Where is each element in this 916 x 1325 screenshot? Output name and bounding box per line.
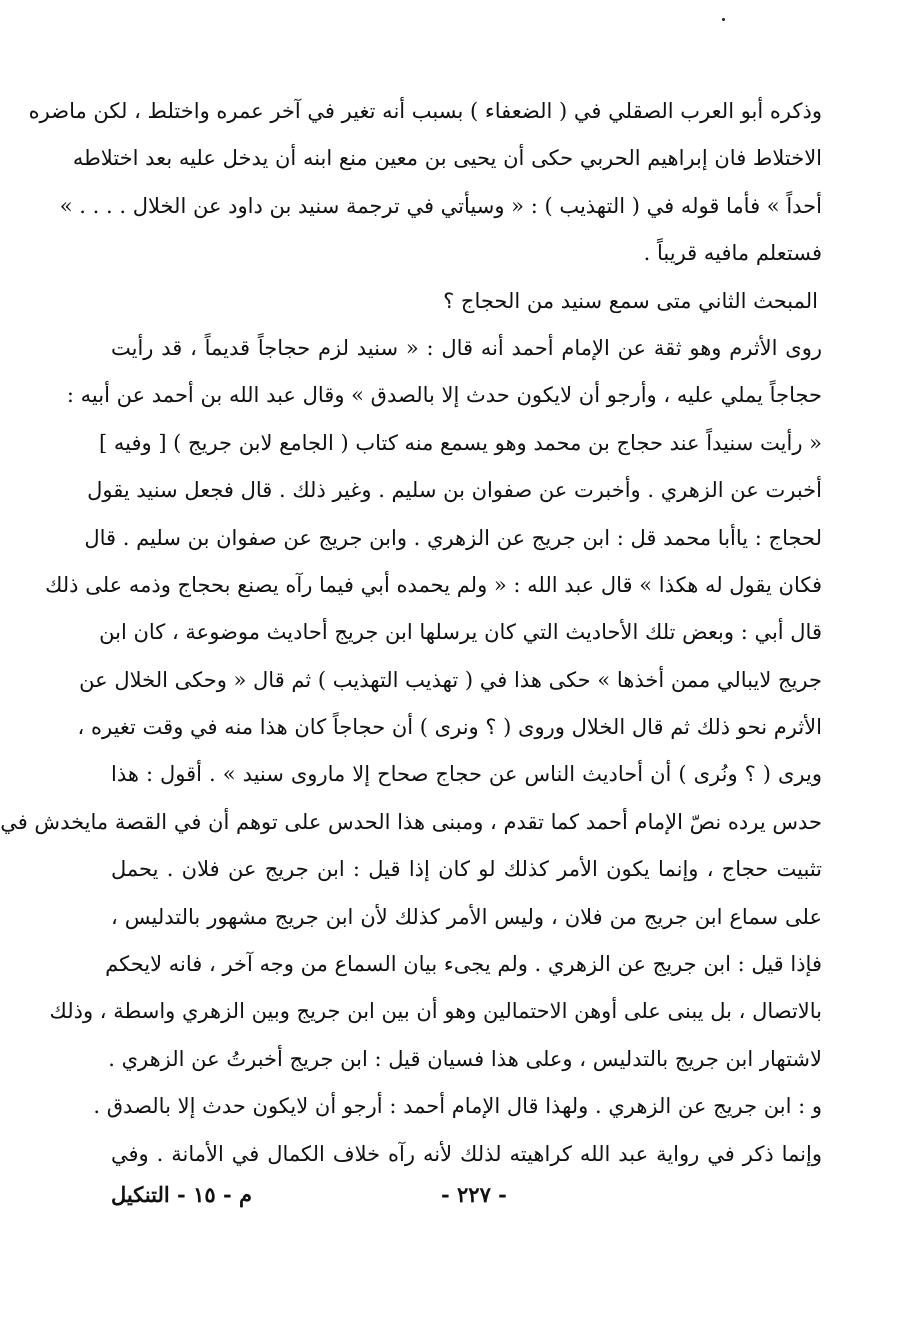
text-line: تثبيت حجاج ، وإنما يكون الأمر كذلك لو كان إذا قيل : ابن جريج عن فلان . يحمل xyxy=(111,857,822,882)
text-line: جريج لايبالي ممن أخذها » حكى هذا في ( تهذيب التهذيب ) ثم قال « وحكى الخلال عن xyxy=(79,667,822,692)
text-line: أخبرت عن الزهري . وأخبرت عن صفوان بن سليم . وغير ذلك . قال فجعل سنيد يقول xyxy=(87,478,822,503)
text-line: قال أبي : وبعض تلك الأحاديث التي كان يرسلها ابن جريج أحاديث موضوعة ، كان ابن xyxy=(99,620,822,645)
text-line: أحداً » فأما قوله في ( التهذيب ) : « وسيأتي في ترجمة سنيد بن داود عن الخلال . . . . » xyxy=(59,193,822,218)
text-line: لحجاج : ياأبا محمد قل : ابن جريج عن الزهري . وابن جريج عن صفوان بن سليم . قال xyxy=(84,525,822,550)
text-line: فكان يقول له هكذا » قال عبد الله : « ولم يحمده أبي فيما رآه يصنع بحجاج وذمه على ذلك xyxy=(45,572,822,597)
text-line: وإنما ذكر في رواية عبد الله كراهيته لذلك لأنه رآه خلاف الكمال في الأمانة . وفي xyxy=(111,1141,822,1166)
page-number: - ٢٢٧ - xyxy=(441,1182,507,1207)
print-speck xyxy=(722,18,725,21)
text-line: فستعلم مافيه قريباً . xyxy=(643,241,822,266)
text-line: ويرى ( ؟ ونُرى ) أن أحاديث الناس عن حجاج صحاح إلا ماروى سنيد » . أقول : هذا xyxy=(111,762,822,787)
text-line: لاشتهار ابن جريج بالتدليس ، وعلى هذا فسيان قيل : ابن جريج أخبرتُ عن الزهري . xyxy=(108,1046,822,1071)
text-line: الاختلاط فان إبراهيم الحربي حكى أن يحيى بن معين منع ابنه أن يدخل عليه بعد اختلاطه xyxy=(72,146,822,171)
text-line: و : ابن جريج عن الزهري . ولهذا قال الإمام أحمد : أرجو أن لايكون حدث إلا بالصدق . xyxy=(93,1094,822,1119)
printer-signature: م - ١٥ - التنكيل xyxy=(111,1182,252,1207)
page-body-text xyxy=(0,88,822,1178)
text-line: حدس يرده نصّ الإمام أحمد كما تقدم ، ومبنى هذا الحدس على توهم أن في القصة مايخدش في xyxy=(0,809,822,834)
text-line: « رأيت سنيداً عند حجاج بن محمد وهو يسمع منه كتاب ( الجامع لابن جريج ) [ وفيه ] xyxy=(99,430,822,455)
text-line: على سماع ابن جريج من فلان ، وليس الأمر كذلك لأن ابن جريج مشهور بالتدليس ، xyxy=(111,904,822,929)
text-line: فإذا قيل : ابن جريج عن الزهري . ولم يجىء بيان السماع من وجه آخر ، فانه لايحكم xyxy=(105,952,822,977)
page-footer xyxy=(111,1175,822,1215)
text-line: وذكره أبو العرب الصقلي في ( الضعفاء ) بسبب أنه تغير في آخر عمره واختلط ، لكن ماضره xyxy=(28,99,822,123)
text-line: بالاتصال ، بل يبنى على أوهن الاحتمالين وهو أن بين ابن جريج وبين الزهري واسطة ، وذلك xyxy=(49,999,822,1024)
text-line: حجاجاً يملي عليه ، وأرجو أن لايكون حدث إلا بالصدق » وقال عبد الله بن أحمد عن أبيه : xyxy=(66,383,822,408)
text-line: روى الأثرم وهو ثقة عن الإمام أحمد أنه قال : « سنيد لزم حجاجاً قديماً ، قد رأيت xyxy=(111,335,822,360)
section-heading: المبحث الثاني متى سمع سنيد من الحجاج ؟ xyxy=(443,288,818,313)
text-line: الأثرم نحو ذلك ثم قال الخلال وروى ( ؟ ونرى ) أن حجاجاً كان هذا منه في وقت تغيره ، xyxy=(77,715,822,740)
